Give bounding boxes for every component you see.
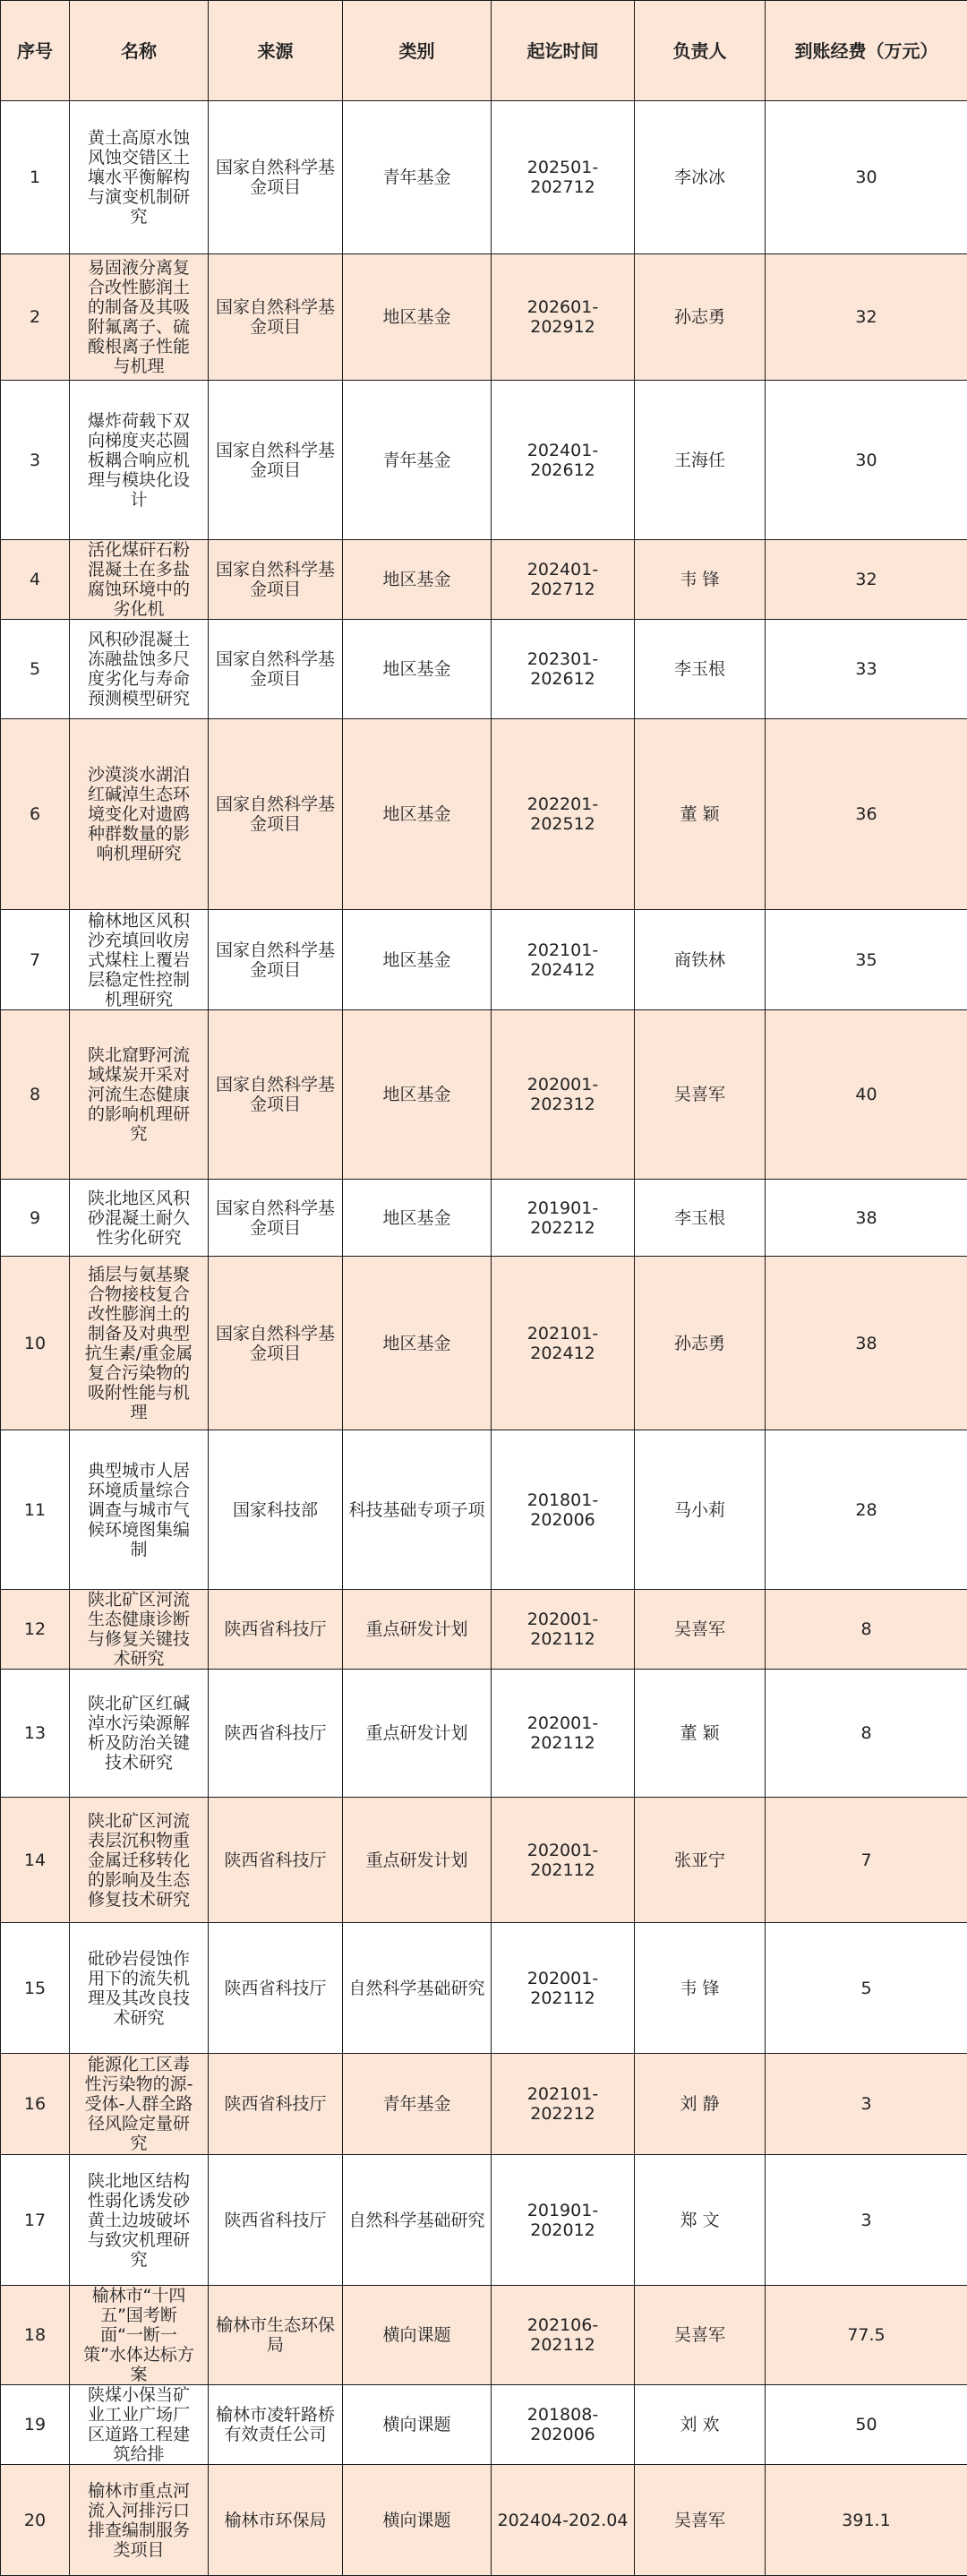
cell-period: 202101-202412 — [492, 1257, 635, 1430]
cell-category: 地区基金 — [343, 620, 492, 719]
table-row — [1, 2054, 967, 2155]
cell-period: 201808-202006 — [492, 2385, 635, 2465]
cell-source: 国家自然科学基金项目 — [209, 254, 343, 381]
cell-no: 7 — [1, 910, 70, 1010]
cell-funds: 38 — [766, 1257, 967, 1430]
cell-category: 地区基金 — [343, 254, 492, 381]
table-row — [1, 254, 967, 381]
cell-source: 陕西省科技厅 — [209, 1923, 343, 2054]
cell-source: 国家自然科学基金项目 — [209, 540, 343, 620]
cell-leader: 王海任 — [635, 381, 766, 540]
cell-period: 202001-202112 — [492, 1590, 635, 1670]
cell-name: 陕北地区风积砂混凝土耐久性劣化研究 — [70, 1180, 209, 1257]
cell-name: 插层与氨基聚合物接枝复合改性膨润土的制备及对典型抗生素/重金属复合污染物的吸附性能与机理 — [70, 1257, 209, 1430]
cell-funds: 40 — [766, 1010, 967, 1180]
cell-category: 重点研发计划 — [343, 1590, 492, 1670]
cell-leader: 李玉根 — [635, 620, 766, 719]
cell-period: 201901-202012 — [492, 2155, 635, 2286]
table-row — [1, 2286, 967, 2385]
table-row — [1, 2465, 967, 2576]
cell-category: 青年基金 — [343, 381, 492, 540]
cell-category: 科技基础专项子项 — [343, 1430, 492, 1590]
table-header-row — [1, 1, 967, 101]
cell-name: 陕北窟野河流域煤炭开采对河流生态健康的影响机理研究 — [70, 1010, 209, 1180]
cell-source: 国家自然科学基金项目 — [209, 910, 343, 1010]
cell-leader: 刘 欢 — [635, 2385, 766, 2465]
cell-leader: 韦 锋 — [635, 1923, 766, 2054]
header-name: 名称 — [70, 1, 209, 101]
table-row — [1, 1257, 967, 1430]
cell-funds: 32 — [766, 540, 967, 620]
cell-no: 17 — [1, 2155, 70, 2286]
cell-source: 国家自然科学基金项目 — [209, 1010, 343, 1180]
cell-no: 9 — [1, 1180, 70, 1257]
cell-no: 16 — [1, 2054, 70, 2155]
cell-period: 202501-202712 — [492, 101, 635, 254]
cell-category: 地区基金 — [343, 1257, 492, 1430]
cell-funds: 7 — [766, 1798, 967, 1923]
cell-no: 18 — [1, 2286, 70, 2385]
cell-source: 国家自然科学基金项目 — [209, 719, 343, 910]
cell-name: 能源化工区毒性污染物的源-受体-人群全路径风险定量研究 — [70, 2054, 209, 2155]
cell-funds: 33 — [766, 620, 967, 719]
cell-leader: 吴喜军 — [635, 1590, 766, 1670]
header-category: 类别 — [343, 1, 492, 101]
cell-category: 重点研发计划 — [343, 1670, 492, 1798]
cell-source: 陕西省科技厅 — [209, 2054, 343, 2155]
table-row — [1, 2155, 967, 2286]
cell-period: 202001-202112 — [492, 1923, 635, 2054]
cell-name: 典型城市人居环境质量综合调查与城市气候环境图集编制 — [70, 1430, 209, 1590]
cell-name: 易固液分离复合改性膨润土的制备及其吸附氟离子、硫酸根离子性能与机理 — [70, 254, 209, 381]
cell-name: 爆炸荷载下双向梯度夹芯圆板耦合响应机理与模块化设计 — [70, 381, 209, 540]
table-row — [1, 2385, 967, 2465]
cell-source: 国家自然科学基金项目 — [209, 1180, 343, 1257]
cell-no: 11 — [1, 1430, 70, 1590]
cell-category: 地区基金 — [343, 719, 492, 910]
cell-period: 202101-202212 — [492, 2054, 635, 2155]
cell-period: 202404-202.04 — [492, 2465, 635, 2576]
cell-funds: 28 — [766, 1430, 967, 1590]
cell-name: 陕北地区结构性弱化诱发砂黄土边坡破坏与致灾机理研究 — [70, 2155, 209, 2286]
cell-source: 陕西省科技厅 — [209, 1590, 343, 1670]
table-row — [1, 1923, 967, 2054]
cell-category: 青年基金 — [343, 2054, 492, 2155]
cell-period: 202301-202612 — [492, 620, 635, 719]
cell-source: 国家自然科学基金项目 — [209, 381, 343, 540]
cell-period: 202601-202912 — [492, 254, 635, 381]
cell-funds: 50 — [766, 2385, 967, 2465]
cell-leader: 吴喜军 — [635, 2465, 766, 2576]
cell-no: 19 — [1, 2385, 70, 2465]
cell-leader: 李冰冰 — [635, 101, 766, 254]
cell-funds: 8 — [766, 1590, 967, 1670]
cell-name: 陕北矿区红碱淖水污染源解析及防治关键技术研究 — [70, 1670, 209, 1798]
cell-source: 国家自然科学基金项目 — [209, 1257, 343, 1430]
cell-name: 陕煤小保当矿业工业广场厂区道路工程建筑给排 — [70, 2385, 209, 2465]
cell-funds: 30 — [766, 101, 967, 254]
cell-funds: 8 — [766, 1670, 967, 1798]
table-row — [1, 1430, 967, 1590]
cell-funds: 36 — [766, 719, 967, 910]
cell-name: 榆林市“十四五”国考断面“一断一策”水体达标方案 — [70, 2286, 209, 2385]
cell-source: 陕西省科技厅 — [209, 1670, 343, 1798]
cell-source: 榆林市环保局 — [209, 2465, 343, 2576]
cell-leader: 张亚宁 — [635, 1798, 766, 1923]
table-row — [1, 1590, 967, 1670]
table-row — [1, 101, 967, 254]
cell-period: 201801-202006 — [492, 1430, 635, 1590]
cell-source: 国家自然科学基金项目 — [209, 620, 343, 719]
cell-period: 202001-202112 — [492, 1670, 635, 1798]
cell-funds: 391.1 — [766, 2465, 967, 2576]
cell-period: 202101-202412 — [492, 910, 635, 1010]
cell-period: 202106-202112 — [492, 2286, 635, 2385]
cell-source: 陕西省科技厅 — [209, 1798, 343, 1923]
cell-category: 地区基金 — [343, 1010, 492, 1180]
cell-no: 5 — [1, 620, 70, 719]
cell-source: 榆林市凌轩路桥有效责任公司 — [209, 2385, 343, 2465]
cell-period: 202401-202712 — [492, 540, 635, 620]
cell-name: 黄土高原水蚀风蚀交错区土壤水平衡解构与演变机制研究 — [70, 101, 209, 254]
cell-funds: 35 — [766, 910, 967, 1010]
table-row — [1, 1180, 967, 1257]
cell-funds: 38 — [766, 1180, 967, 1257]
cell-leader: 吴喜军 — [635, 2286, 766, 2385]
cell-funds: 3 — [766, 2155, 967, 2286]
table-row — [1, 620, 967, 719]
cell-funds: 77.5 — [766, 2286, 967, 2385]
cell-no: 2 — [1, 254, 70, 381]
cell-source: 国家科技部 — [209, 1430, 343, 1590]
cell-name: 陕北矿区河流生态健康诊断与修复关键技术研究 — [70, 1590, 209, 1670]
cell-period: 202201-202512 — [492, 719, 635, 910]
cell-leader: 韦 锋 — [635, 540, 766, 620]
table-row — [1, 910, 967, 1010]
cell-no: 1 — [1, 101, 70, 254]
table-row — [1, 540, 967, 620]
cell-name: 砒砂岩侵蚀作用下的流失机理及其改良技术研究 — [70, 1923, 209, 2054]
cell-no: 14 — [1, 1798, 70, 1923]
header-funds: 到账经费（万元） — [766, 1, 967, 101]
cell-funds: 30 — [766, 381, 967, 540]
cell-no: 6 — [1, 719, 70, 910]
cell-leader: 郑 文 — [635, 2155, 766, 2286]
cell-leader: 商铁林 — [635, 910, 766, 1010]
cell-leader: 马小莉 — [635, 1430, 766, 1590]
cell-category: 青年基金 — [343, 101, 492, 254]
cell-no: 10 — [1, 1257, 70, 1430]
cell-name: 沙漠淡水湖泊红碱淖生态环境变化对遗鸥种群数量的影响机理研究 — [70, 719, 209, 910]
table-row — [1, 1670, 967, 1798]
cell-leader: 董 颖 — [635, 1670, 766, 1798]
cell-name: 榆林市重点河流入河排污口排查编制服务类项目 — [70, 2465, 209, 2576]
cell-leader: 刘 静 — [635, 2054, 766, 2155]
cell-name: 陕北矿区河流表层沉积物重金属迁移转化的影响及生态修复技术研究 — [70, 1798, 209, 1923]
cell-source: 陕西省科技厅 — [209, 2155, 343, 2286]
table-row — [1, 1798, 967, 1923]
cell-period: 202401-202612 — [492, 381, 635, 540]
header-leader: 负责人 — [635, 1, 766, 101]
cell-no: 8 — [1, 1010, 70, 1180]
cell-no: 12 — [1, 1590, 70, 1670]
cell-leader: 李玉根 — [635, 1180, 766, 1257]
table-row — [1, 381, 967, 540]
table-row — [1, 1010, 967, 1180]
cell-no: 20 — [1, 2465, 70, 2576]
cell-category: 横向课题 — [343, 2286, 492, 2385]
cell-category: 自然科学基础研究 — [343, 2155, 492, 2286]
cell-leader: 孙志勇 — [635, 254, 766, 381]
cell-source: 榆林市生态环保局 — [209, 2286, 343, 2385]
cell-period: 201901-202212 — [492, 1180, 635, 1257]
cell-category: 横向课题 — [343, 2385, 492, 2465]
cell-category: 横向课题 — [343, 2465, 492, 2576]
cell-period: 202001-202312 — [492, 1010, 635, 1180]
cell-leader: 吴喜军 — [635, 1010, 766, 1180]
cell-category: 地区基金 — [343, 540, 492, 620]
cell-period: 202001-202112 — [492, 1798, 635, 1923]
cell-no: 15 — [1, 1923, 70, 2054]
cell-category: 重点研发计划 — [343, 1798, 492, 1923]
cell-source: 国家自然科学基金项目 — [209, 101, 343, 254]
cell-leader: 孙志勇 — [635, 1257, 766, 1430]
cell-name: 榆林地区风积沙充填回收房式煤柱上覆岩层稳定性控制机理研究 — [70, 910, 209, 1010]
header-no: 序号 — [1, 1, 70, 101]
cell-leader: 董 颖 — [635, 719, 766, 910]
cell-no: 4 — [1, 540, 70, 620]
table-row — [1, 719, 967, 910]
cell-no: 13 — [1, 1670, 70, 1798]
cell-category: 地区基金 — [343, 1180, 492, 1257]
cell-category: 地区基金 — [343, 910, 492, 1010]
cell-name: 活化煤矸石粉混凝土在多盐腐蚀环境中的劣化机 — [70, 540, 209, 620]
header-period: 起讫时间 — [492, 1, 635, 101]
header-source: 来源 — [209, 1, 343, 101]
cell-no: 3 — [1, 381, 70, 540]
cell-funds: 32 — [766, 254, 967, 381]
cell-funds: 3 — [766, 2054, 967, 2155]
cell-funds: 5 — [766, 1923, 967, 2054]
cell-name: 风积砂混凝土冻融盐蚀多尺度劣化与寿命预测模型研究 — [70, 620, 209, 719]
cell-category: 自然科学基础研究 — [343, 1923, 492, 2054]
